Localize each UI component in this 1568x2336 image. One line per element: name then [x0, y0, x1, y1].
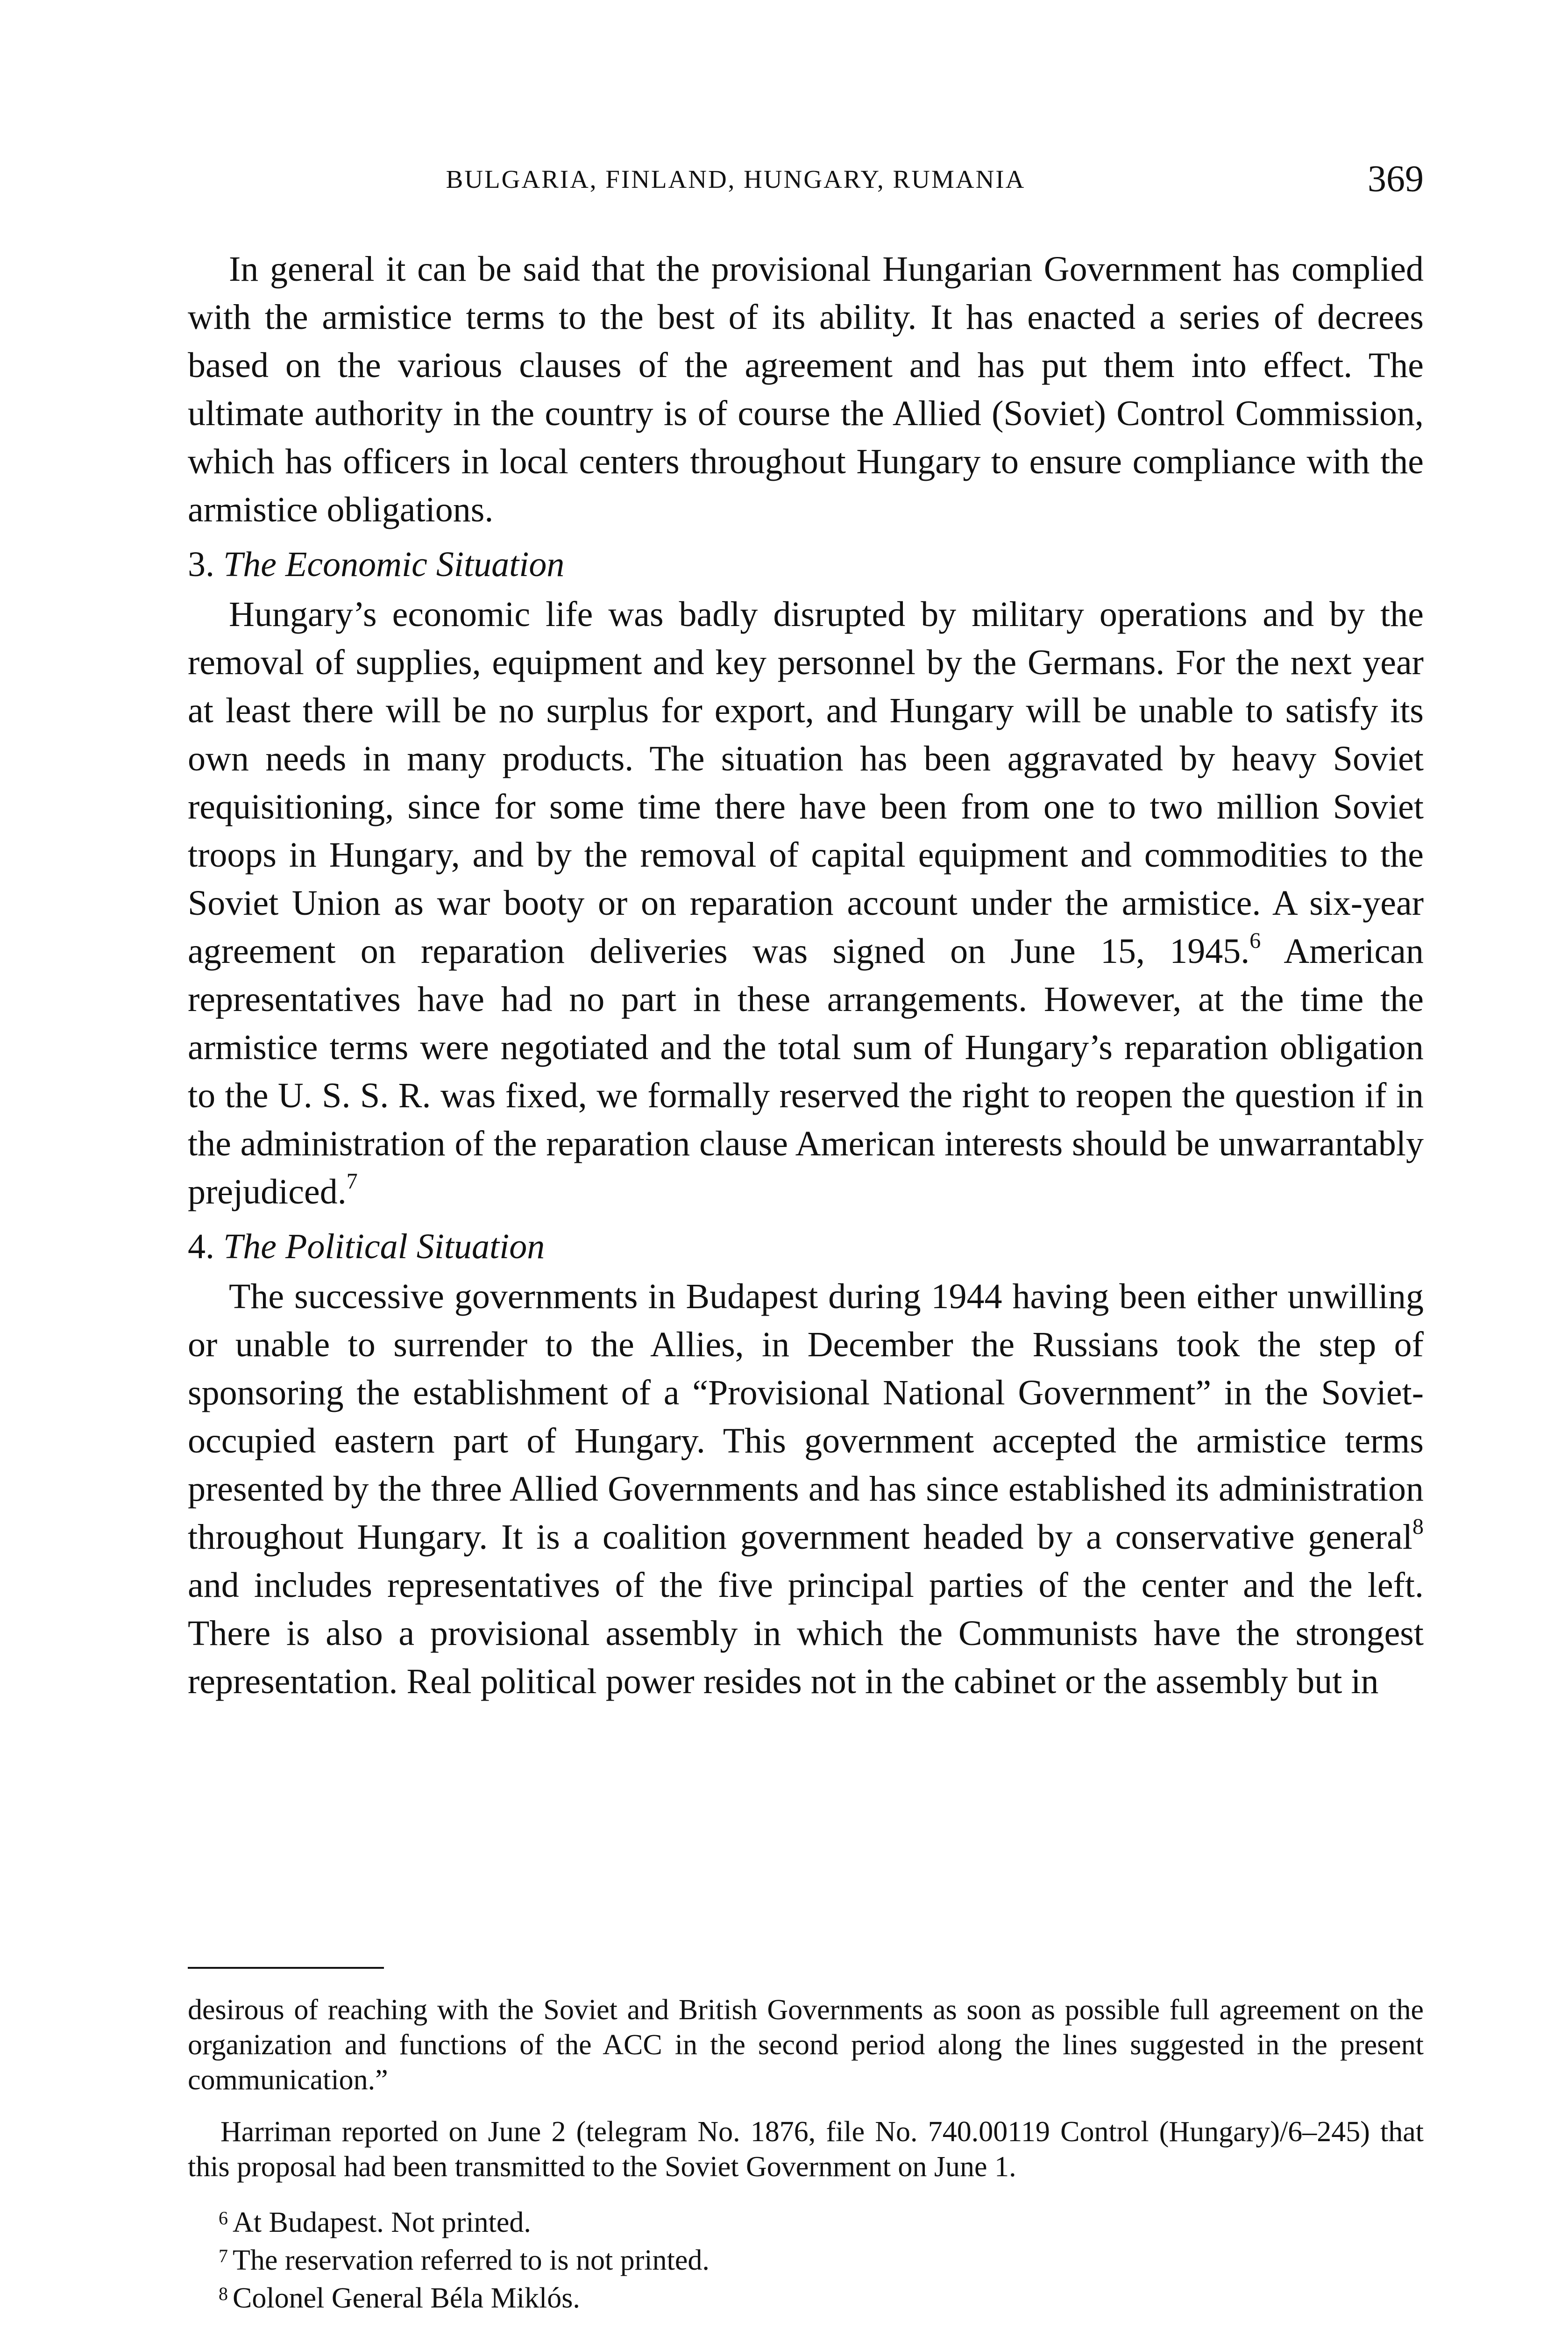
- footnote-item: [188, 2281, 1424, 2319]
- footnote-list: [188, 2205, 1424, 2319]
- footnotes: [188, 1993, 1424, 2319]
- footnote-continuation: desirous of reaching with the Soviet and British Governments as soon as possible full agreement on the organization and functions of the ACC in the second period along the lines suggested in the present communication.”: [188, 1994, 1424, 2096]
- section-heading-economic: [188, 541, 1424, 589]
- footnote-rule: [188, 1967, 384, 1969]
- section-title: The Economic Situation: [223, 545, 565, 584]
- footnote-mark: 8: [219, 2283, 228, 2304]
- running-title: BULGARIA, FINLAND, HUNGARY, RUMANIA: [446, 165, 1026, 193]
- footnote-reference: 8: [1412, 1514, 1424, 1539]
- section-number: 3.: [188, 545, 214, 584]
- paragraph-text: American representatives have had no part in these arrangements. However, at the time the armistice terms were negotiated and the total sum of Hungary’s reparation obligation to the U. S. S. R. was fixed, we formally reserved the right to reopen the question if in the administration of the reparation clause American interests should be unwarrantably prejudiced.: [188, 932, 1424, 1211]
- paragraph-text: and includes representatives of the five principal parties of the center and the left. There is also a provisional assembly in which the Communists have the strongest representation. Real political power resides not in the cabinet or the assembly but in: [188, 1566, 1424, 1701]
- political-paragraph: [188, 1273, 1424, 1706]
- footnote-harriman: Harriman reported on June 2 (telegram No. 1876, file No. 740.00119 Control (Hungary)/6–245) that this proposal had been transmitted to the Soviet Government on June 1.: [188, 2116, 1424, 2183]
- intro-paragraph: In general it can be said that the provisional Hungarian Government has complied with the armistice terms to the best of its ability. It has enacted a series of decrees based on the various clauses of the agreement and has put them into effect. The ultimate authority in the country is of course the Allied (Soviet) Control Commission, which has officers in local centers throughout Hungary to ensure compliance with the armistice obligations.: [188, 249, 1424, 529]
- paragraph-text: The successive governments in Budapest during 1944 having been either unwilling or unable to surrender to the Allies, in December the Russians took the step of sponsoring the establishment of a “Provisional National Government” in the Soviet-occupied eastern part of Hungary. This government accepted the armistice terms presented by the three Allied Governments and has since established its administration throughout Hungary. It is a coalition government headed by a conservative general: [188, 1277, 1424, 1557]
- section-heading-political: [188, 1223, 1424, 1271]
- footnote-text: Colonel General Béla Miklós.: [233, 2282, 580, 2314]
- body-text: [188, 245, 1424, 1706]
- footnote-item: [188, 2243, 1424, 2281]
- footnote-mark: 6: [219, 2208, 228, 2229]
- section-title: The Political Situation: [223, 1227, 545, 1266]
- footnote-reference: 6: [1249, 928, 1261, 953]
- footnote-text: At Budapest. Not printed.: [233, 2207, 531, 2238]
- footnote-mark: 7: [219, 2245, 228, 2266]
- section-number: 4.: [188, 1227, 214, 1266]
- footnote-text: The reservation referred to is not printed.: [233, 2244, 710, 2276]
- page-number: 369: [1368, 158, 1424, 199]
- economic-paragraph: [188, 591, 1424, 1216]
- footnote-reference: 7: [346, 1168, 358, 1194]
- footnote-item: [188, 2205, 1424, 2243]
- running-head: [188, 158, 1424, 203]
- paragraph-text: Hungary’s economic life was badly disrupted by military operations and by the removal of supplies, equipment and key personnel by the Germans. For the next year at least there will be no surplus for export, and Hungary will be unable to satisfy its own needs in many products. The situation has been aggravated by heavy Soviet requisitioning, since for some time there have been from one to two million Soviet troops in Hungary, and by the removal of capital equipment and commodities to the Soviet Union as war booty or on reparation account under the armistice. A six-year agreement on reparation deliveries was signed on June 15, 1945.: [188, 595, 1424, 971]
